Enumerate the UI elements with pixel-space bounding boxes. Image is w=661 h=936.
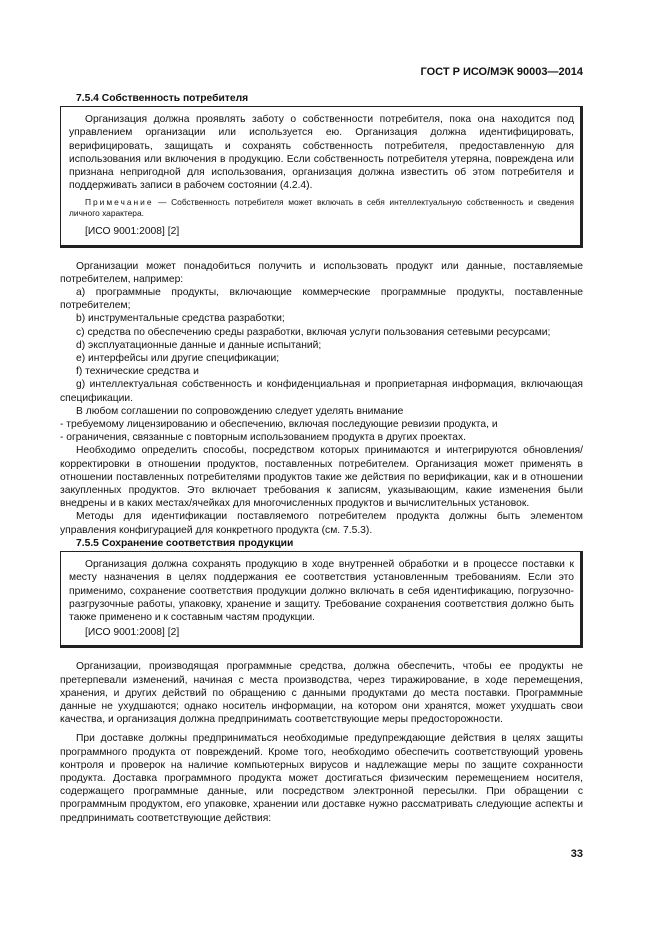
- paragraph-identification: Методы для идентификации поставляемого потребителем продукта должны быть элементом управления конфигурацией для конкретного продукта (см. 7.5.3).: [60, 511, 583, 536]
- page-number: 33: [570, 848, 583, 860]
- note-label: Примечание: [85, 197, 154, 208]
- paragraph-intro: Организации может понадобиться получить и использовать продукт или данные, поставляемые потребителем, например:: [60, 260, 583, 285]
- standard-reference: [ИСО 9001:2008] [2]: [85, 226, 180, 238]
- paragraph: При доставке должны предприниматься необходимые предупреждающие действия в целях защиты программного продукта от повреждений. Кроме того, необходимо обеспечить соответствующий уровень контроля и проверок на наличие компьютерных вирусов и надлежащие меры по защите сохранности продукта. Доставка программного продукта может достигаться физическим перемещением носителя, содержащего программные данные, или посредством электронной пересылки. При обращении с программным продуктом, его упаковке, хранении или доставке нужно рассматривать следующие аспекты и предпринимать соответствующие действия:: [60, 733, 583, 824]
- note-text: — Собственность потребителя может включать в себя интеллектуальную собственность и сведения личного характера.: [69, 197, 574, 219]
- section-heading-7-5-5: 7.5.5 Сохранение соответствия продукции: [76, 537, 294, 549]
- paragraph: Организации, производящая программные средства, должна обеспечить, чтобы ее продукты не претерпевали изменений, начиная с места производства, через тиражирование, в ходе перемещения, хранения, и других действий по обращению с данными продуктами до места поставки. Программные данные не ухудшаются; однако носитель информации, на котором они хранятся, может ухудшать свои качества, и организация должна предпринимать соответствующие меры предосторожности.: [60, 661, 583, 726]
- requirement-text: Организация должна проявлять заботу о собственности потребителя, пока она находится под управлением организации или используется ею. Организация должна идентифицировать, верифицировать, защищать и сохранять собственность потребителя, предоставленную для использования или включения в продукцию. Если собственность потребителя утеряна, повреждена или признана непригодной для использования, организация должна известить об этом потребителя и поддерживать записи в рабочем состоянии (4.2.4).: [69, 114, 574, 192]
- requirement-box-7-5-5: [60, 551, 583, 648]
- requirement-text: Организация должна сохранять продукцию в ходе внутренней обработки и в процессе поставки к месту назначения в целях поддержания ее соответствия установленным требованиям. Если это применимо, сохранение соответствия продукции должно включать в себя идентификацию, погрузочно-разгрузочные работы, упаковку, хранение и защиту. Требование сохранения соответствия должно быть также применено и к составным частям продукции.: [69, 559, 574, 623]
- dash-item: - ограничения, связанные с повторным использованием продукта в других проектах.: [60, 432, 466, 444]
- list-item: d) эксплуатационные данные и данные испытаний;: [76, 339, 322, 351]
- dash-item: - требуемому лицензированию и обеспечению, включая последующие ревизии продукта, и: [60, 419, 498, 431]
- paragraph-methods: Необходимо определить способы, посредством которых принимаются и интегрируются обновления/корректировки в отношении продуктов, поставленных потребителем. Организация может применять в отношении поставленных потребителями продуктов такие же действия по верификации, как и в отношении закупленных продуктов. Это включает требования к записям, указывающим, какие изменения были внедрены и в каких местах/ячейках для многочисленных продуктов и вычислительных установок.: [60, 445, 583, 510]
- list-item: f) технические средства и: [76, 366, 199, 378]
- standard-reference: [ИСО 9001:2008] [2]: [85, 627, 180, 639]
- list-item: c) средства по обеспечению среды разработки, включая услуги пользования сетевыми ресурсами;: [76, 326, 551, 338]
- paragraph-agreement: В любом соглашении по сопровождению следует уделять внимание: [76, 405, 404, 417]
- list-item: g) интеллектуальная собственность и конфиденциальная и проприетарная информация, включающая спецификации.: [60, 379, 583, 404]
- page-content: [60, 92, 583, 825]
- note: [69, 197, 574, 219]
- list-item: b) инструментальные средства разработки;: [76, 313, 285, 325]
- list-item: e) интерфейсы или другие спецификации;: [76, 353, 280, 365]
- requirement-box-7-5-4: [60, 106, 583, 247]
- document-code: ГОСТ Р ИСО/МЭК 90003—2014: [420, 66, 583, 78]
- list-item: a) программные продукты, включающие коммерческие программные продукты, поставленные потребителем;: [60, 287, 583, 312]
- section-heading-7-5-4: 7.5.4 Собственность потребителя: [76, 93, 249, 104]
